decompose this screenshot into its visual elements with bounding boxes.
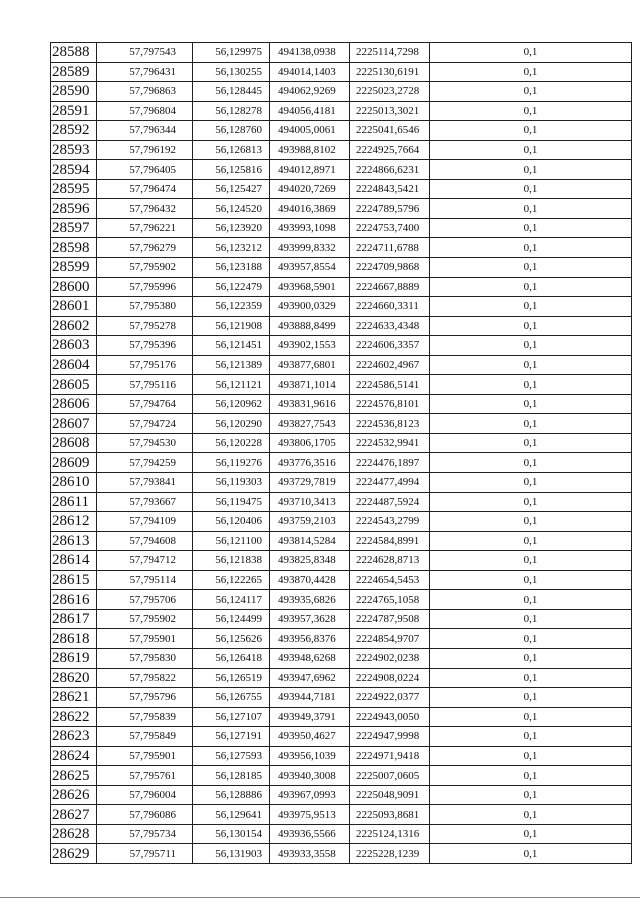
point-number-cell: 28625	[51, 766, 97, 786]
latitude-cell: 57,795711	[97, 844, 193, 864]
coord-x-cell: 494138,0938	[270, 43, 350, 63]
coord-x-cell: 493935,6826	[270, 590, 350, 610]
table-row	[51, 473, 632, 493]
point-number-cell: 28609	[51, 453, 97, 473]
accuracy-cell: 0,1	[430, 746, 632, 766]
table-row	[51, 121, 632, 141]
latitude-cell: 57,795901	[97, 629, 193, 649]
coord-x-cell: 493968,5901	[270, 277, 350, 297]
accuracy-cell: 0,1	[430, 297, 632, 317]
coord-x-cell: 493957,3628	[270, 609, 350, 629]
coord-y-cell: 2225124,1316	[350, 824, 430, 844]
table-row	[51, 648, 632, 668]
longitude-cell: 56,124499	[193, 609, 270, 629]
longitude-cell: 56,130255	[193, 62, 270, 82]
coord-y-cell: 2225228,1239	[350, 844, 430, 864]
coordinates-table-body	[51, 43, 632, 864]
point-number-cell: 28601	[51, 297, 97, 317]
longitude-cell: 56,119303	[193, 473, 270, 493]
longitude-cell: 56,121908	[193, 316, 270, 336]
latitude-cell: 57,795114	[97, 570, 193, 590]
point-number-cell: 28605	[51, 375, 97, 395]
point-number-cell: 28588	[51, 43, 97, 63]
latitude-cell: 57,796804	[97, 101, 193, 121]
coord-y-cell: 2224532,9941	[350, 433, 430, 453]
table-row	[51, 375, 632, 395]
coord-y-cell: 2224902,0238	[350, 648, 430, 668]
point-number-cell: 28594	[51, 160, 97, 180]
point-number-cell: 28621	[51, 688, 97, 708]
table-row	[51, 512, 632, 532]
latitude-cell: 57,797543	[97, 43, 193, 63]
point-number-cell: 28614	[51, 551, 97, 571]
longitude-cell: 56,126418	[193, 648, 270, 668]
coord-x-cell: 493825,8348	[270, 551, 350, 571]
latitude-cell: 57,796004	[97, 785, 193, 805]
coord-x-cell: 493957,8554	[270, 258, 350, 278]
coord-x-cell: 493944,7181	[270, 688, 350, 708]
longitude-cell: 56,127593	[193, 746, 270, 766]
accuracy-cell: 0,1	[430, 140, 632, 160]
accuracy-cell: 0,1	[430, 316, 632, 336]
point-number-cell: 28629	[51, 844, 97, 864]
accuracy-cell: 0,1	[430, 629, 632, 649]
point-number-cell: 28615	[51, 570, 97, 590]
latitude-cell: 57,794608	[97, 531, 193, 551]
latitude-cell: 57,796431	[97, 62, 193, 82]
latitude-cell: 57,794530	[97, 433, 193, 453]
point-number-cell: 28611	[51, 492, 97, 512]
coord-y-cell: 2224789,5796	[350, 199, 430, 219]
coord-y-cell: 2224536,8123	[350, 414, 430, 434]
latitude-cell: 57,793667	[97, 492, 193, 512]
latitude-cell: 57,794764	[97, 394, 193, 414]
coord-x-cell: 493940,3008	[270, 766, 350, 786]
accuracy-cell: 0,1	[430, 785, 632, 805]
point-number-cell: 28616	[51, 590, 97, 610]
point-number-cell: 28622	[51, 707, 97, 727]
table-row	[51, 179, 632, 199]
accuracy-cell: 0,1	[430, 590, 632, 610]
point-number-cell: 28596	[51, 199, 97, 219]
coord-y-cell: 2224753,7400	[350, 218, 430, 238]
table-row	[51, 824, 632, 844]
table-row	[51, 551, 632, 571]
coord-y-cell: 2224477,4994	[350, 473, 430, 493]
latitude-cell: 57,796863	[97, 82, 193, 102]
point-number-cell: 28626	[51, 785, 97, 805]
accuracy-cell: 0,1	[430, 394, 632, 414]
point-number-cell: 28595	[51, 179, 97, 199]
table-row	[51, 316, 632, 336]
point-number-cell: 28613	[51, 531, 97, 551]
coord-x-cell: 494012,8971	[270, 160, 350, 180]
longitude-cell: 56,120406	[193, 512, 270, 532]
coord-y-cell: 2224654,5453	[350, 570, 430, 590]
longitude-cell: 56,121121	[193, 375, 270, 395]
longitude-cell: 56,120228	[193, 433, 270, 453]
longitude-cell: 56,128760	[193, 121, 270, 141]
coord-y-cell: 2225013,3021	[350, 101, 430, 121]
longitude-cell: 56,128445	[193, 82, 270, 102]
coord-x-cell: 493888,8499	[270, 316, 350, 336]
accuracy-cell: 0,1	[430, 199, 632, 219]
latitude-cell: 57,795176	[97, 355, 193, 375]
point-number-cell: 28598	[51, 238, 97, 258]
table-row	[51, 492, 632, 512]
coord-y-cell: 2225130,6191	[350, 62, 430, 82]
coord-y-cell: 2224908,0224	[350, 668, 430, 688]
coord-x-cell: 493950,4627	[270, 727, 350, 747]
table-row	[51, 766, 632, 786]
latitude-cell: 57,794712	[97, 551, 193, 571]
latitude-cell: 57,795116	[97, 375, 193, 395]
table-row	[51, 394, 632, 414]
point-number-cell: 28628	[51, 824, 97, 844]
longitude-cell: 56,123920	[193, 218, 270, 238]
longitude-cell: 56,122359	[193, 297, 270, 317]
point-number-cell: 28627	[51, 805, 97, 825]
accuracy-cell: 0,1	[430, 551, 632, 571]
coord-y-cell: 2224971,9418	[350, 746, 430, 766]
accuracy-cell: 0,1	[430, 160, 632, 180]
coord-x-cell: 493900,0329	[270, 297, 350, 317]
table-row	[51, 629, 632, 649]
table-row	[51, 433, 632, 453]
latitude-cell: 57,795830	[97, 648, 193, 668]
latitude-cell: 57,796344	[97, 121, 193, 141]
coord-y-cell: 2224576,8101	[350, 394, 430, 414]
longitude-cell: 56,126519	[193, 668, 270, 688]
accuracy-cell: 0,1	[430, 355, 632, 375]
latitude-cell: 57,795902	[97, 258, 193, 278]
accuracy-cell: 0,1	[430, 766, 632, 786]
coord-x-cell: 493776,3516	[270, 453, 350, 473]
coord-y-cell: 2225114,7298	[350, 43, 430, 63]
coord-y-cell: 2224866,6231	[350, 160, 430, 180]
coord-y-cell: 2224765,1058	[350, 590, 430, 610]
accuracy-cell: 0,1	[430, 648, 632, 668]
point-number-cell: 28589	[51, 62, 97, 82]
longitude-cell: 56,121389	[193, 355, 270, 375]
accuracy-cell: 0,1	[430, 101, 632, 121]
coord-y-cell: 2224487,5924	[350, 492, 430, 512]
table-row	[51, 609, 632, 629]
accuracy-cell: 0,1	[430, 238, 632, 258]
latitude-cell: 57,795822	[97, 668, 193, 688]
coord-x-cell: 494005,0061	[270, 121, 350, 141]
latitude-cell: 57,795396	[97, 336, 193, 356]
coord-x-cell: 493967,0993	[270, 785, 350, 805]
table-row	[51, 199, 632, 219]
longitude-cell: 56,126755	[193, 688, 270, 708]
coord-y-cell: 2224602,4967	[350, 355, 430, 375]
point-number-cell: 28606	[51, 394, 97, 414]
accuracy-cell: 0,1	[430, 668, 632, 688]
accuracy-cell: 0,1	[430, 531, 632, 551]
latitude-cell: 57,795996	[97, 277, 193, 297]
coord-x-cell: 493936,5566	[270, 824, 350, 844]
point-number-cell: 28593	[51, 140, 97, 160]
coord-x-cell: 493806,1705	[270, 433, 350, 453]
coord-x-cell: 493975,9513	[270, 805, 350, 825]
latitude-cell: 57,796474	[97, 179, 193, 199]
coord-x-cell: 493993,1098	[270, 218, 350, 238]
coord-x-cell: 493729,7819	[270, 473, 350, 493]
coord-x-cell: 494062,9269	[270, 82, 350, 102]
longitude-cell: 56,130154	[193, 824, 270, 844]
accuracy-cell: 0,1	[430, 62, 632, 82]
table-row	[51, 218, 632, 238]
coord-y-cell: 2224660,3311	[350, 297, 430, 317]
point-number-cell: 28624	[51, 746, 97, 766]
longitude-cell: 56,124520	[193, 199, 270, 219]
coord-y-cell: 2224709,9868	[350, 258, 430, 278]
coord-x-cell: 493948,6268	[270, 648, 350, 668]
longitude-cell: 56,123188	[193, 258, 270, 278]
point-number-cell: 28604	[51, 355, 97, 375]
table-row	[51, 531, 632, 551]
accuracy-cell: 0,1	[430, 473, 632, 493]
longitude-cell: 56,123212	[193, 238, 270, 258]
accuracy-cell: 0,1	[430, 43, 632, 63]
accuracy-cell: 0,1	[430, 375, 632, 395]
longitude-cell: 56,127191	[193, 727, 270, 747]
longitude-cell: 56,122479	[193, 277, 270, 297]
latitude-cell: 57,796086	[97, 805, 193, 825]
longitude-cell: 56,126813	[193, 140, 270, 160]
coord-x-cell: 493827,7543	[270, 414, 350, 434]
table-row	[51, 140, 632, 160]
coordinates-table	[50, 42, 632, 864]
coord-y-cell: 2225048,9091	[350, 785, 430, 805]
latitude-cell: 57,795902	[97, 609, 193, 629]
accuracy-cell: 0,1	[430, 453, 632, 473]
accuracy-cell: 0,1	[430, 805, 632, 825]
coord-y-cell: 2224711,6788	[350, 238, 430, 258]
coord-x-cell: 493831,9616	[270, 394, 350, 414]
latitude-cell: 57,795796	[97, 688, 193, 708]
coord-x-cell: 494014,1403	[270, 62, 350, 82]
longitude-cell: 56,131903	[193, 844, 270, 864]
table-row	[51, 355, 632, 375]
latitude-cell: 57,795734	[97, 824, 193, 844]
table-row	[51, 688, 632, 708]
point-number-cell: 28610	[51, 473, 97, 493]
coord-y-cell: 2224586,5141	[350, 375, 430, 395]
coord-y-cell: 2224922,0377	[350, 688, 430, 708]
point-number-cell: 28599	[51, 258, 97, 278]
accuracy-cell: 0,1	[430, 258, 632, 278]
coord-x-cell: 494016,3869	[270, 199, 350, 219]
longitude-cell: 56,121838	[193, 551, 270, 571]
table-row	[51, 277, 632, 297]
point-number-cell: 28608	[51, 433, 97, 453]
table-row	[51, 844, 632, 864]
coord-x-cell: 493947,6962	[270, 668, 350, 688]
longitude-cell: 56,121100	[193, 531, 270, 551]
point-number-cell: 28592	[51, 121, 97, 141]
latitude-cell: 57,794109	[97, 512, 193, 532]
point-number-cell: 28623	[51, 727, 97, 747]
coordinates-table-container	[50, 42, 632, 864]
latitude-cell: 57,793841	[97, 473, 193, 493]
point-number-cell: 28603	[51, 336, 97, 356]
latitude-cell: 57,796279	[97, 238, 193, 258]
accuracy-cell: 0,1	[430, 492, 632, 512]
table-row	[51, 453, 632, 473]
longitude-cell: 56,119475	[193, 492, 270, 512]
accuracy-cell: 0,1	[430, 688, 632, 708]
table-row	[51, 82, 632, 102]
longitude-cell: 56,125816	[193, 160, 270, 180]
table-row	[51, 785, 632, 805]
longitude-cell: 56,119276	[193, 453, 270, 473]
coord-y-cell: 2224943,0050	[350, 707, 430, 727]
accuracy-cell: 0,1	[430, 336, 632, 356]
point-number-cell: 28590	[51, 82, 97, 102]
latitude-cell: 57,795761	[97, 766, 193, 786]
latitude-cell: 57,796405	[97, 160, 193, 180]
table-row	[51, 62, 632, 82]
table-row	[51, 101, 632, 121]
table-row	[51, 414, 632, 434]
latitude-cell: 57,796221	[97, 218, 193, 238]
coord-x-cell: 493814,5284	[270, 531, 350, 551]
longitude-cell: 56,122265	[193, 570, 270, 590]
coord-x-cell: 493956,8376	[270, 629, 350, 649]
accuracy-cell: 0,1	[430, 414, 632, 434]
coord-y-cell: 2224667,8889	[350, 277, 430, 297]
longitude-cell: 56,121451	[193, 336, 270, 356]
longitude-cell: 56,120962	[193, 394, 270, 414]
accuracy-cell: 0,1	[430, 82, 632, 102]
latitude-cell: 57,795706	[97, 590, 193, 610]
coord-y-cell: 2224843,5421	[350, 179, 430, 199]
table-row	[51, 297, 632, 317]
latitude-cell: 57,795901	[97, 746, 193, 766]
latitude-cell: 57,794724	[97, 414, 193, 434]
longitude-cell: 56,128886	[193, 785, 270, 805]
accuracy-cell: 0,1	[430, 707, 632, 727]
coord-y-cell: 2225041,6546	[350, 121, 430, 141]
coord-x-cell: 493871,1014	[270, 375, 350, 395]
longitude-cell: 56,128278	[193, 101, 270, 121]
coord-y-cell: 2224543,2799	[350, 512, 430, 532]
latitude-cell: 57,795849	[97, 727, 193, 747]
point-number-cell: 28620	[51, 668, 97, 688]
point-number-cell: 28617	[51, 609, 97, 629]
longitude-cell: 56,124117	[193, 590, 270, 610]
coord-x-cell: 493933,3558	[270, 844, 350, 864]
page-bottom-rule	[0, 897, 640, 898]
longitude-cell: 56,127107	[193, 707, 270, 727]
coord-x-cell: 493988,8102	[270, 140, 350, 160]
point-number-cell: 28612	[51, 512, 97, 532]
table-row	[51, 43, 632, 63]
table-row	[51, 746, 632, 766]
coord-x-cell: 493759,2103	[270, 512, 350, 532]
table-row	[51, 160, 632, 180]
longitude-cell: 56,129975	[193, 43, 270, 63]
latitude-cell: 57,795839	[97, 707, 193, 727]
coord-y-cell: 2225007,0605	[350, 766, 430, 786]
latitude-cell: 57,794259	[97, 453, 193, 473]
coord-y-cell: 2224606,3357	[350, 336, 430, 356]
longitude-cell: 56,125427	[193, 179, 270, 199]
longitude-cell: 56,129641	[193, 805, 270, 825]
coord-x-cell: 493902,1553	[270, 336, 350, 356]
accuracy-cell: 0,1	[430, 844, 632, 864]
longitude-cell: 56,120290	[193, 414, 270, 434]
point-number-cell: 28597	[51, 218, 97, 238]
table-row	[51, 238, 632, 258]
table-row	[51, 805, 632, 825]
coord-x-cell: 494056,4181	[270, 101, 350, 121]
coord-x-cell: 494020,7269	[270, 179, 350, 199]
coord-y-cell: 2224854,9707	[350, 629, 430, 649]
point-number-cell: 28600	[51, 277, 97, 297]
coord-y-cell: 2224925,7664	[350, 140, 430, 160]
accuracy-cell: 0,1	[430, 609, 632, 629]
accuracy-cell: 0,1	[430, 277, 632, 297]
accuracy-cell: 0,1	[430, 121, 632, 141]
coord-y-cell: 2225023,2728	[350, 82, 430, 102]
accuracy-cell: 0,1	[430, 824, 632, 844]
table-row	[51, 668, 632, 688]
accuracy-cell: 0,1	[430, 433, 632, 453]
coord-y-cell: 2224947,9998	[350, 727, 430, 747]
table-row	[51, 707, 632, 727]
coord-x-cell: 493956,1039	[270, 746, 350, 766]
coord-y-cell: 2224584,8991	[350, 531, 430, 551]
table-row	[51, 727, 632, 747]
coord-x-cell: 493877,6801	[270, 355, 350, 375]
point-number-cell: 28607	[51, 414, 97, 434]
latitude-cell: 57,795380	[97, 297, 193, 317]
table-row	[51, 258, 632, 278]
point-number-cell: 28619	[51, 648, 97, 668]
latitude-cell: 57,796192	[97, 140, 193, 160]
coord-x-cell: 493999,8332	[270, 238, 350, 258]
accuracy-cell: 0,1	[430, 179, 632, 199]
latitude-cell: 57,795278	[97, 316, 193, 336]
coord-y-cell: 2224633,4348	[350, 316, 430, 336]
table-row	[51, 590, 632, 610]
coord-x-cell: 493870,4428	[270, 570, 350, 590]
accuracy-cell: 0,1	[430, 570, 632, 590]
coord-y-cell: 2224476,1897	[350, 453, 430, 473]
table-row	[51, 336, 632, 356]
coord-y-cell: 2224787,9508	[350, 609, 430, 629]
latitude-cell: 57,796432	[97, 199, 193, 219]
point-number-cell: 28602	[51, 316, 97, 336]
point-number-cell: 28591	[51, 101, 97, 121]
longitude-cell: 56,128185	[193, 766, 270, 786]
point-number-cell: 28618	[51, 629, 97, 649]
longitude-cell: 56,125626	[193, 629, 270, 649]
accuracy-cell: 0,1	[430, 727, 632, 747]
accuracy-cell: 0,1	[430, 512, 632, 532]
table-row	[51, 570, 632, 590]
coord-y-cell: 2225093,8681	[350, 805, 430, 825]
coord-x-cell: 493710,3413	[270, 492, 350, 512]
coord-y-cell: 2224628,8713	[350, 551, 430, 571]
accuracy-cell: 0,1	[430, 218, 632, 238]
coord-x-cell: 493949,3791	[270, 707, 350, 727]
